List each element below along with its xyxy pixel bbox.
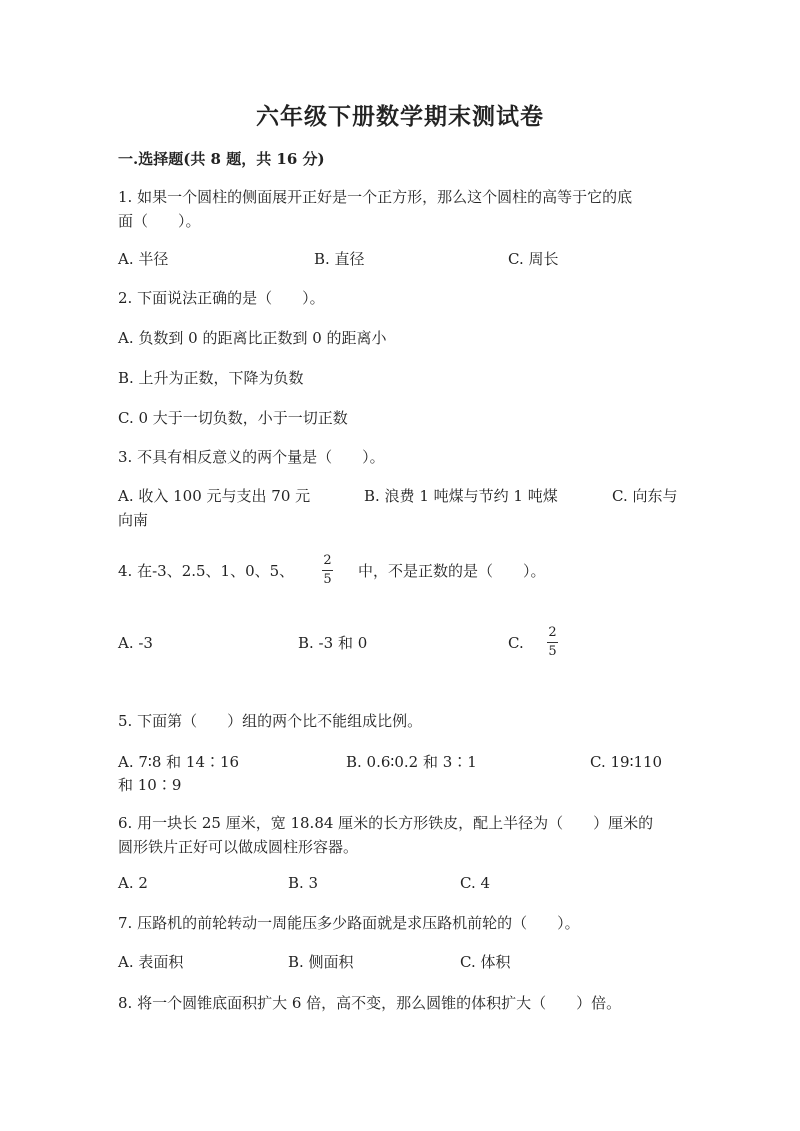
question-7-option-b[interactable]: B. 侧面积	[288, 953, 354, 971]
fraction-bar	[322, 570, 333, 571]
question-1-option-a[interactable]: A. 半径	[118, 250, 169, 268]
question-5-option-c[interactable]: C. 19∶110	[590, 753, 663, 771]
question-4-option-c-fraction	[547, 626, 558, 659]
question-1-line-1: 1. 如果一个圆柱的侧面展开正好是一个正方形，那么这个圆柱的高等于它的底	[118, 188, 633, 206]
question-7-option-a[interactable]: A. 表面积	[118, 953, 184, 971]
question-2-option-b[interactable]: B. 上升为正数，下降为负数	[118, 369, 304, 387]
question-4-stem-end: 中，不是正数的是（ ）。	[358, 562, 546, 580]
question-6-option-a[interactable]: A. 2	[118, 874, 148, 892]
question-4-fraction	[322, 554, 333, 587]
question-1-option-b[interactable]: B. 直径	[314, 250, 365, 268]
question-3-stem: 3. 不具有相反意义的两个量是（ ）。	[118, 448, 385, 466]
fraction-bar	[547, 642, 558, 643]
question-3-option-c[interactable]: C. 向东与	[612, 487, 678, 505]
question-2-option-a[interactable]: A. 负数到 0 的距离比正数到 0 的距离小	[118, 329, 387, 347]
question-5-option-continued[interactable]: 和 10∶9	[118, 776, 182, 794]
question-4-option-c[interactable]: C.	[508, 634, 524, 652]
question-7-option-c[interactable]: C. 体积	[460, 953, 511, 971]
fraction-numerator: 2	[323, 553, 332, 568]
question-7-stem: 7. 压路机的前轮转动一周能压多少路面就是求压路机前轮的（ ）。	[118, 914, 580, 932]
question-4-option-a[interactable]: A. -3	[118, 634, 153, 652]
question-1-line-2: 面（ ）。	[118, 212, 201, 230]
fraction-numerator: 2	[548, 625, 557, 640]
question-6-line-2: 圆形铁片正好可以做成圆柱形容器。	[118, 838, 359, 856]
question-6-line-1: 6. 用一块长 25 厘米，宽 18.84 厘米的长方形铁皮，配上半径为（ ）厘米的	[118, 814, 654, 832]
question-5-stem: 5. 下面第（ ）组的两个比不能组成比例。	[118, 712, 423, 730]
question-6-option-c[interactable]: C. 4	[460, 874, 491, 892]
question-3-option-c-continued[interactable]: 向南	[118, 511, 149, 529]
question-1-option-c[interactable]: C. 周长	[508, 250, 559, 268]
question-2-option-c[interactable]: C. 0 大于一切负数，小于一切正数	[118, 409, 348, 427]
question-4-option-b[interactable]: B. -3 和 0	[298, 634, 368, 652]
fraction-denominator: 5	[323, 572, 332, 587]
question-5-option-b[interactable]: B. 0.6∶0.2 和 3∶1	[346, 753, 477, 771]
question-2-stem: 2. 下面说法正确的是（ ）。	[118, 289, 325, 307]
question-3-option-b[interactable]: B. 浪费 1 吨煤与节约 1 吨煤	[364, 487, 558, 505]
section-heading: 一.选择题(共 8 题，共 16 分)	[118, 150, 325, 168]
question-6-option-b[interactable]: B. 3	[288, 874, 319, 892]
question-5-option-a[interactable]: A. 7∶8 和 14∶16	[118, 753, 240, 771]
question-8-stem: 8. 将一个圆锥底面积扩大 6 倍，高不变，那么圆锥的体积扩大（ ）倍。	[118, 994, 622, 1012]
question-4-stem-start: 4. 在-3、2.5、1、0、5、	[118, 562, 295, 580]
page-title: 六年级下册数学期末测试卷	[256, 103, 544, 130]
question-3-option-a[interactable]: A. 收入 100 元与支出 70 元	[118, 487, 311, 505]
fraction-denominator: 5	[548, 644, 557, 659]
